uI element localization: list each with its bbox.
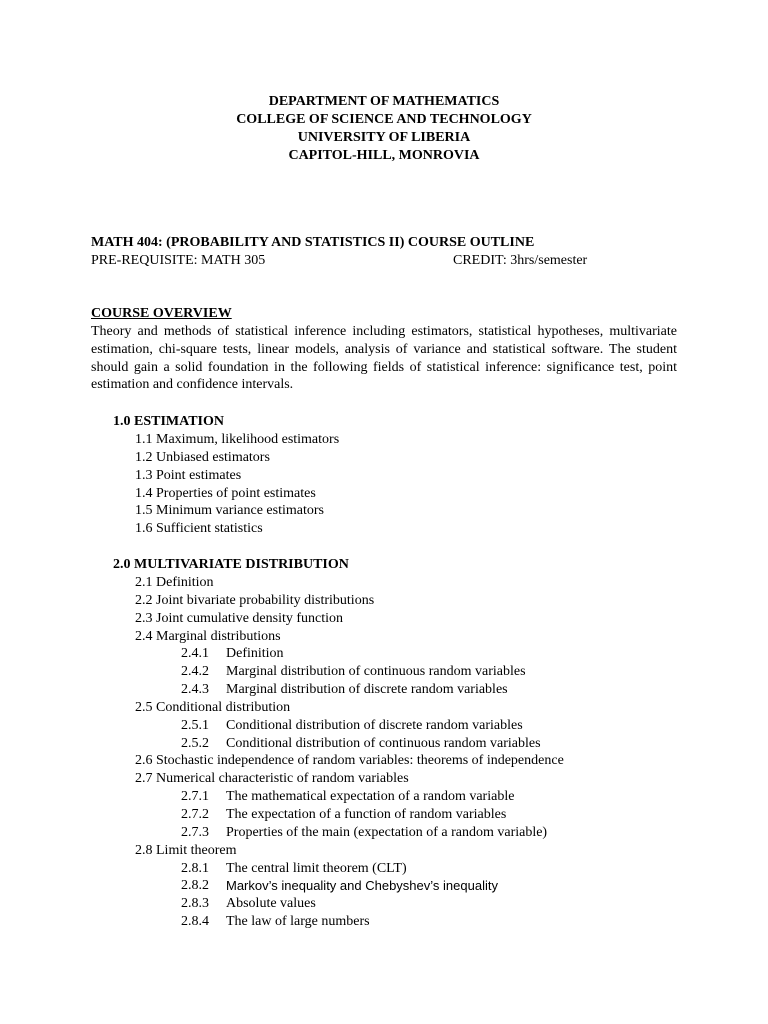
subitem-number: 2.5.2 [181,736,209,751]
course-title: MATH 404: (PROBABILITY AND STATISTICS II) COURSE OUTLINE [91,235,535,250]
outline-item: 1.5 Minimum variance estimators [135,503,324,518]
department-name: DEPARTMENT OF MATHEMATICS [268,94,500,109]
subitem-text: Marginal distribution of discrete random variables [226,682,508,697]
outline-item: 2.2 Joint bivariate probability distributions [135,593,375,608]
subitem-text: Markov’s inequality and Chebyshev’s inequality [226,878,498,893]
subitem-text: Conditional distribution of continuous random variables [226,736,541,751]
subitem-text: Conditional distribution of discrete random variables [226,718,523,733]
university-location: CAPITOL-HILL, MONROVIA [288,148,480,163]
outline-item: 1.1 Maximum, likelihood estimators [135,432,340,447]
subitem-number: 2.7.3 [181,825,209,840]
subitem-number: 2.8.1 [181,861,209,876]
outline-item: 2.3 Joint cumulative density function [135,611,344,626]
subitem-text: The mathematical expectation of a random variable [226,789,515,804]
credit-hours: CREDIT: 3hrs/semester [453,253,588,268]
overview-paragraph: Theory and methods of statistical inference including estimators, statistical hypotheses, multivariate estimation, chi-square tests, linear models, analysis of variance and statistical software. The student should gain a solid foundation in the following fields of statistical inference: significance test, point estimation and confidence intervals. [91,324,677,393]
prerequisite: PRE-REQUISITE: MATH 305 [91,253,266,268]
subitem-number: 2.4.1 [181,646,209,661]
outline-item: 1.2 Unbiased estimators [135,450,270,465]
subitem-number: 2.7.1 [181,789,209,804]
subitem-text: The expectation of a function of random variables [226,807,507,822]
outline-item: 2.5 Conditional distribution [135,700,291,715]
outline-item: 1.6 Sufficient statistics [135,521,263,536]
subitem-text: Marginal distribution of continuous random variables [226,664,526,679]
college-name: COLLEGE OF SCIENCE AND TECHNOLOGY [236,112,532,127]
subitem-number: 2.4.2 [181,664,209,679]
subitem-text: Absolute values [226,896,316,911]
document-header [0,93,768,165]
subitem-number: 2.8.4 [181,914,209,929]
subitem-number: 2.4.3 [181,682,209,697]
outline-item: 2.4 Marginal distributions [135,629,281,644]
subitem-number: 2.8.3 [181,896,209,911]
course-requirements-row [91,252,691,270]
outline-item: 2.1 Definition [135,575,214,590]
outline-item: 2.6 Stochastic independence of random variables: theorems of independence [135,753,564,768]
subitem-text: Definition [226,646,284,661]
subitem-text: Properties of the main (expectation of a random variable) [226,825,548,840]
overview-heading: COURSE OVERVIEW [91,306,232,321]
subitem-text: The law of large numbers [226,914,370,929]
subitem-number: 2.5.1 [181,718,209,733]
subitem-number: 2.8.2 [181,878,209,893]
outline-item: 1.3 Point estimates [135,468,242,483]
outline-item: 1.4 Properties of point estimates [135,486,316,501]
section-title: 1.0 ESTIMATION [113,414,224,429]
section-title: 2.0 MULTIVARIATE DISTRIBUTION [113,557,349,572]
university-name: UNIVERSITY OF LIBERIA [297,130,471,145]
subitem-number: 2.7.2 [181,807,209,822]
outline-item: 2.8 Limit theorem [135,843,237,858]
subitem-text: The central limit theorem (CLT) [226,861,407,876]
outline-item: 2.7 Numerical characteristic of random variables [135,771,409,786]
